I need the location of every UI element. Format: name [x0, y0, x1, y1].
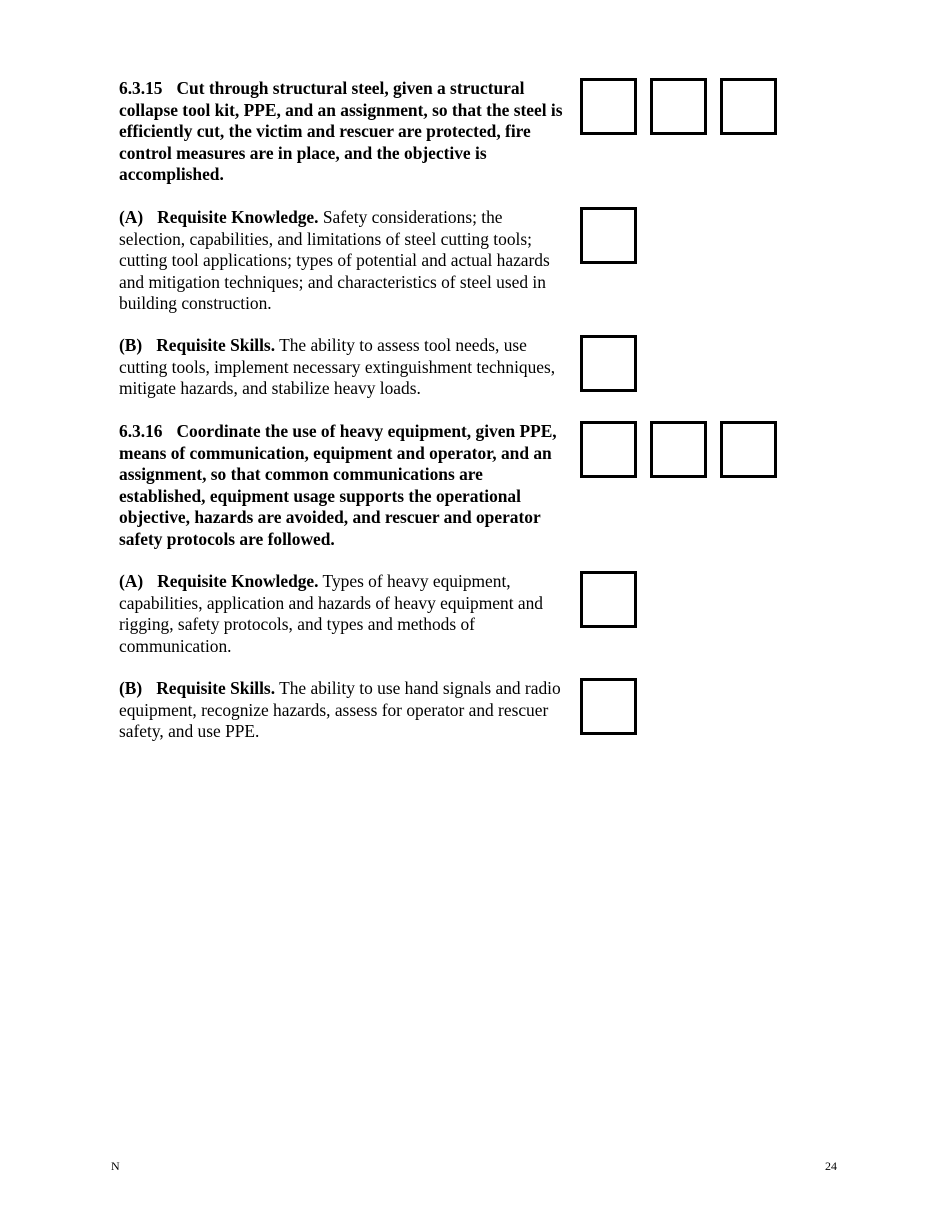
subsection-6-3-16-b: [119, 678, 571, 743]
subsection-letter: (A): [119, 571, 144, 591]
subsection-lead: Requisite Knowledge.: [157, 571, 319, 591]
subsection-lead: Requisite Skills.: [156, 335, 276, 355]
subsection-text: Types of heavy equipment, capabilities, application and hazards of heavy equipment and rigging, safety protocols, and types and methods of communication.: [119, 571, 543, 656]
subsection-6-3-15-a: [119, 207, 571, 315]
footer-left-mark: N: [111, 1159, 120, 1173]
checkbox[interactable]: [650, 421, 707, 478]
page-number: 24: [825, 1159, 837, 1173]
checkbox[interactable]: [720, 78, 777, 135]
checkbox[interactable]: [580, 207, 637, 264]
subsection-letter: (B): [119, 335, 143, 355]
subsection-text: The ability to assess tool needs, use cutting tools, implement necessary extinguishment techniques, mitigate hazards, and stabilize heavy loads.: [119, 335, 556, 398]
section-text: Cut through structural steel, given a structural collapse tool kit, PPE, and an assignment, so that the steel is efficiently cut, the victim and rescuer are protected, fire control measures are in place, and the objective is accomplished.: [119, 78, 563, 184]
subsection-lead: Requisite Knowledge.: [157, 207, 319, 227]
checkbox[interactable]: [720, 421, 777, 478]
section-number: 6.3.16: [119, 421, 163, 441]
checkbox[interactable]: [580, 421, 637, 478]
subsection-6-3-15-b: [119, 335, 571, 400]
checkbox[interactable]: [580, 571, 637, 628]
checkbox[interactable]: [650, 78, 707, 135]
subsection-lead: Requisite Skills.: [156, 678, 276, 698]
subsection-text: The ability to use hand signals and radio equipment, recognize hazards, assess for operator and rescuer safety, and use PPE.: [119, 678, 561, 741]
section-6-3-15: [119, 78, 571, 186]
section-text: Coordinate the use of heavy equipment, given PPE, means of communication, equipment and operator, and an assignment, so that common communications are established, equipment usage supports the operational objective, hazards are avoided, and rescuer and operator safety protocols are followed.: [119, 421, 557, 549]
section-6-3-16: [119, 421, 571, 550]
subsection-6-3-16-a: [119, 571, 571, 657]
subsection-letter: (A): [119, 207, 144, 227]
section-number: 6.3.15: [119, 78, 163, 98]
subsection-text: Safety considerations; the selection, capabilities, and limitations of steel cutting tools; cutting tool applications; types of potential and actual hazards and mitigation techniques; and characteristics of steel used in building construction.: [119, 207, 550, 313]
checkbox[interactable]: [580, 678, 637, 735]
checkbox[interactable]: [580, 335, 637, 392]
subsection-letter: (B): [119, 678, 143, 698]
checkbox[interactable]: [580, 78, 637, 135]
